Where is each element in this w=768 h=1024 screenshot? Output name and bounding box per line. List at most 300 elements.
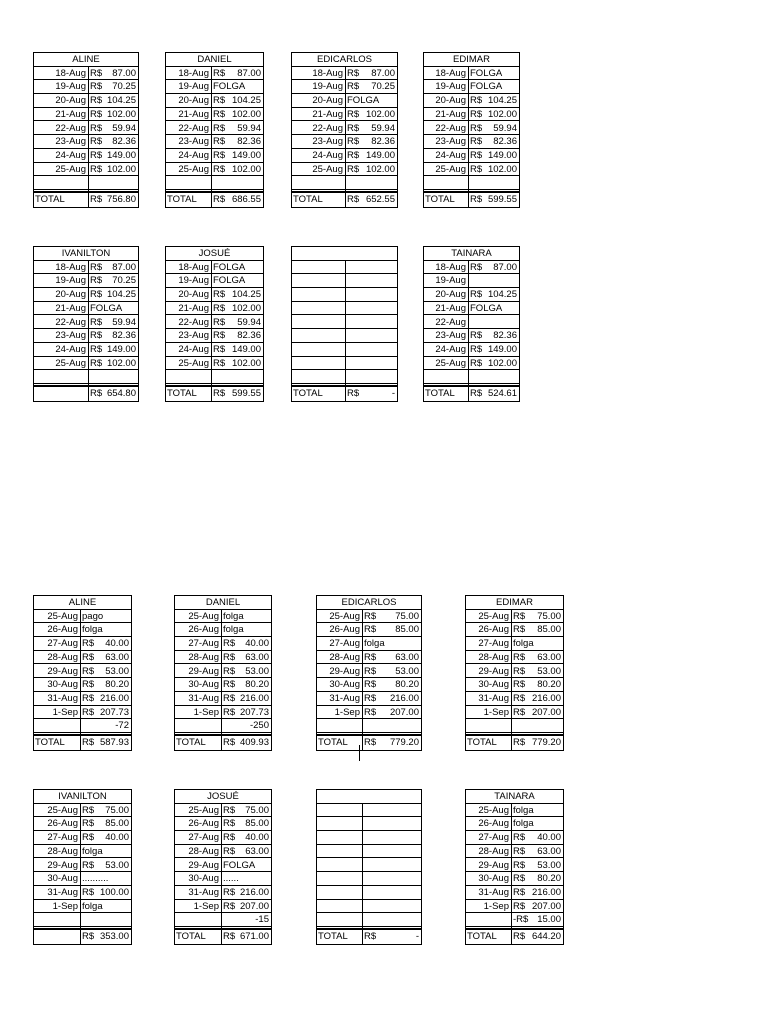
- table-row: [466, 817, 563, 831]
- table-row: [34, 288, 138, 302]
- amount: 100.00: [99, 886, 129, 898]
- date-cell: 21-Aug: [312, 108, 343, 120]
- currency-symbol: R$: [513, 679, 526, 691]
- table-row: [34, 719, 131, 733]
- value-cell: [212, 288, 263, 302]
- value-cell: [212, 357, 263, 371]
- table-row: [175, 665, 271, 679]
- amount: 82.36: [112, 136, 136, 148]
- date-cell: 30-Aug: [47, 679, 78, 691]
- value-cell: [346, 122, 397, 136]
- value-cell: [81, 678, 131, 692]
- date-cell: 23-Aug: [435, 136, 466, 148]
- currency-symbol: R$: [364, 679, 377, 691]
- currency-symbol: R$: [90, 357, 103, 369]
- value-cell: [346, 80, 397, 94]
- table-row: [34, 108, 138, 122]
- amount: 149.00: [487, 343, 517, 355]
- total-amount: 409.93: [239, 737, 269, 748]
- date-cell: 1-Sep: [193, 900, 219, 912]
- currency-symbol: R$: [347, 136, 360, 148]
- value-cell: [469, 80, 519, 94]
- total-amount: 599.55: [231, 388, 261, 399]
- amount: 40.00: [105, 638, 129, 650]
- value-cell: [469, 135, 519, 149]
- timesheet-block: [33, 595, 132, 751]
- table-row: [34, 67, 138, 81]
- table-row: [292, 122, 397, 136]
- amount: 102.00: [365, 163, 395, 175]
- timesheet-block: [291, 246, 398, 402]
- value-cell: [512, 859, 563, 873]
- timesheet-block: [165, 52, 264, 208]
- value-cell: [512, 817, 563, 831]
- currency-symbol: R$: [470, 122, 483, 134]
- table-row: [317, 804, 421, 818]
- table-row: [34, 316, 138, 330]
- value-cell: [512, 886, 563, 900]
- value-cell: [469, 302, 519, 316]
- table-row: [166, 302, 263, 316]
- table-row: [175, 623, 271, 637]
- date-cell: 20-Aug: [55, 289, 86, 301]
- table-row: [424, 329, 519, 343]
- table-row: [317, 678, 421, 692]
- currency-symbol: R$: [223, 679, 236, 691]
- amount: 216.00: [239, 886, 269, 898]
- total-label: TOTAL: [35, 194, 65, 205]
- table-row: [175, 706, 271, 720]
- table-row: [175, 817, 271, 831]
- block-title: ALINE: [34, 596, 131, 610]
- table-row: [166, 261, 263, 275]
- currency-symbol: R$: [223, 737, 236, 748]
- date-cell: 24-Aug: [435, 149, 466, 161]
- currency-symbol: R$: [470, 194, 483, 205]
- value-cell: [89, 316, 138, 330]
- table-row: [424, 176, 519, 190]
- value-cell: [512, 845, 563, 859]
- amount: 40.00: [537, 832, 561, 844]
- date-cell: 19-Aug: [178, 81, 209, 93]
- table-row: [175, 831, 271, 845]
- table-row: [317, 859, 421, 873]
- amount: 149.00: [365, 149, 395, 161]
- block-title: EDICARLOS: [317, 596, 421, 610]
- currency-symbol: R$: [364, 651, 377, 663]
- value-cell: [512, 872, 563, 886]
- amount: 80.20: [245, 679, 269, 691]
- date-cell: 30-Aug: [329, 679, 360, 691]
- currency-symbol: R$: [213, 163, 226, 175]
- table-row: [466, 900, 563, 914]
- amount: 102.00: [231, 357, 261, 369]
- date-cell: 25-Aug: [435, 357, 466, 369]
- table-row: [292, 176, 397, 190]
- total-amount: 779.20: [531, 737, 561, 748]
- table-row: [317, 845, 421, 859]
- table-row: [466, 831, 563, 845]
- value-cell: [81, 706, 131, 720]
- table-row: [292, 288, 397, 302]
- table-row: [166, 94, 263, 108]
- value-cell: [469, 329, 519, 343]
- table-row: [466, 913, 563, 927]
- value-cell: [81, 651, 131, 665]
- table-row: [424, 316, 519, 330]
- table-row: [292, 163, 397, 177]
- total-amount: 654.80: [106, 388, 136, 399]
- currency-symbol: R$: [82, 818, 95, 830]
- table-row: [466, 886, 563, 900]
- date-cell: 21-Aug: [55, 108, 86, 120]
- amount: 85.00: [537, 624, 561, 636]
- table-row: [466, 678, 563, 692]
- value-cell: [222, 913, 271, 927]
- currency-symbol: R$: [513, 692, 526, 704]
- value-cell: [212, 122, 263, 136]
- amount: 82.36: [237, 330, 261, 342]
- currency-symbol: R$: [470, 388, 483, 399]
- date-cell: 25-Aug: [178, 357, 209, 369]
- amount: 75.00: [245, 804, 269, 816]
- table-row: [317, 623, 421, 637]
- date-cell: 29-Aug: [47, 859, 78, 871]
- table-row: [34, 692, 131, 706]
- amount: 216.00: [239, 692, 269, 704]
- amount: 75.00: [105, 804, 129, 816]
- total-value: [89, 193, 138, 207]
- amount: 102.00: [106, 108, 136, 120]
- currency-symbol: R$: [223, 845, 236, 857]
- amount: 104.25: [106, 289, 136, 301]
- currency-symbol: R$: [347, 108, 360, 120]
- date-cell: 18-Aug: [55, 67, 86, 79]
- currency-symbol: R$: [82, 931, 95, 942]
- table-row: [166, 316, 263, 330]
- table-row: [34, 706, 131, 720]
- value-cell: [222, 637, 271, 651]
- table-row: [317, 706, 421, 720]
- table-row: [34, 329, 138, 343]
- currency-symbol: R$: [82, 706, 95, 718]
- table-row: [424, 67, 519, 81]
- currency-symbol: R$: [347, 163, 360, 175]
- value-cell: [81, 900, 131, 914]
- currency-symbol: R$: [90, 108, 103, 120]
- amount: 207.73: [239, 706, 269, 718]
- table-row: [466, 872, 563, 886]
- amount: 104.25: [231, 95, 261, 107]
- date-cell: 25-Aug: [478, 610, 509, 622]
- table-row: [34, 886, 131, 900]
- value-cell: [346, 163, 397, 177]
- date-cell: 31-Aug: [188, 886, 219, 898]
- total-value: [512, 736, 563, 750]
- value-cell: [469, 343, 519, 357]
- value-cell: [89, 122, 138, 136]
- currency-symbol: R$: [223, 638, 236, 650]
- amount: 102.00: [106, 357, 136, 369]
- table-row: [424, 80, 519, 94]
- date-cell: 24-Aug: [55, 343, 86, 355]
- date-cell: 24-Aug: [178, 149, 209, 161]
- date-cell: 29-Aug: [478, 665, 509, 677]
- total-label: TOTAL: [176, 931, 206, 942]
- amount: 207.00: [531, 900, 561, 912]
- date-cell: 23-Aug: [55, 136, 86, 148]
- total-value: [212, 387, 263, 401]
- table-row: [317, 831, 421, 845]
- value-cell: [222, 817, 271, 831]
- table-row: [166, 108, 263, 122]
- amount: 82.36: [371, 136, 395, 148]
- table-row: [175, 886, 271, 900]
- amount: 102.00: [487, 357, 517, 369]
- total-value: [81, 736, 131, 750]
- table-row: [34, 913, 131, 927]
- value-cell: [89, 302, 138, 316]
- amount: 82.36: [493, 330, 517, 342]
- date-cell: 26-Aug: [478, 818, 509, 830]
- value-cell: [222, 678, 271, 692]
- currency-symbol: R$: [364, 931, 377, 942]
- block-title: TAINARA: [466, 790, 563, 804]
- table-row: [292, 316, 397, 330]
- table-row: [317, 610, 421, 624]
- value-cell: [89, 163, 138, 177]
- value-cell: [212, 261, 263, 275]
- amount: 80.20: [537, 679, 561, 691]
- table-row: [34, 872, 131, 886]
- table-row: [175, 859, 271, 873]
- total-value: [469, 387, 519, 401]
- value-cell: [512, 678, 563, 692]
- table-row: [466, 651, 563, 665]
- value-cell: [212, 329, 263, 343]
- table-row: [175, 913, 271, 927]
- amount: 53.00: [245, 665, 269, 677]
- amount: 85.00: [105, 818, 129, 830]
- date-cell: 28-Aug: [188, 845, 219, 857]
- date-cell: 18-Aug: [178, 261, 209, 273]
- table-row: [34, 831, 131, 845]
- date-cell: 18-Aug: [55, 261, 86, 273]
- currency-symbol: R$: [223, 804, 236, 816]
- status-text: FOLGA: [90, 302, 123, 314]
- currency-symbol: R$: [213, 194, 226, 205]
- value-cell: [212, 149, 263, 163]
- value-cell: [222, 859, 271, 873]
- currency-symbol: R$: [82, 651, 95, 663]
- table-row: [166, 135, 263, 149]
- amount: 80.20: [395, 679, 419, 691]
- currency-symbol: R$: [470, 136, 483, 148]
- value-cell: [469, 67, 519, 81]
- status-text: FOLGA: [470, 81, 503, 93]
- table-row: [34, 623, 131, 637]
- date-cell: 18-Aug: [178, 67, 209, 79]
- date-cell: 29-Aug: [478, 859, 509, 871]
- value-cell: [512, 900, 563, 914]
- amount: 216.00: [389, 692, 419, 704]
- total-value: [222, 736, 271, 750]
- timesheet-block: [316, 789, 422, 945]
- total-amount: 652.55: [365, 194, 395, 205]
- table-row: [34, 804, 131, 818]
- currency-symbol: R$: [90, 343, 103, 355]
- amount: 102.00: [106, 163, 136, 175]
- table-row: [166, 357, 263, 371]
- table-row: [175, 637, 271, 651]
- table-row: [317, 913, 421, 927]
- date-cell: 19-Aug: [55, 275, 86, 287]
- currency-symbol: R$: [513, 832, 526, 844]
- amount: 102.00: [231, 302, 261, 314]
- status-text: FOLGA: [213, 81, 246, 93]
- status-text: folga: [223, 610, 244, 622]
- table-row: [166, 288, 263, 302]
- table-row: [466, 845, 563, 859]
- status-text: pago: [82, 610, 104, 622]
- value-cell: [222, 692, 271, 706]
- table-row: [166, 176, 263, 190]
- status-text: folga: [513, 804, 534, 816]
- value-cell: [512, 692, 563, 706]
- date-cell: 25-Aug: [178, 163, 209, 175]
- value-cell: [81, 692, 131, 706]
- currency-symbol: R$: [90, 163, 103, 175]
- currency-symbol: R$: [470, 95, 483, 107]
- currency-symbol: R$: [513, 665, 526, 677]
- date-cell: 23-Aug: [55, 330, 86, 342]
- total-value: [212, 193, 263, 207]
- table-row: [424, 274, 519, 288]
- block-title: EDICARLOS: [292, 53, 397, 67]
- date-cell: 24-Aug: [435, 343, 466, 355]
- amount: 70.25: [112, 81, 136, 93]
- currency-symbol: R$: [470, 343, 483, 355]
- table-row: [34, 665, 131, 679]
- date-cell: 30-Aug: [188, 873, 219, 885]
- table-row: [34, 343, 138, 357]
- status-text: folga: [223, 624, 244, 636]
- currency-symbol: R$: [213, 388, 226, 399]
- table-row: [34, 900, 131, 914]
- timesheet-block: [316, 595, 422, 751]
- currency-symbol: R$: [90, 275, 103, 287]
- table-row: [466, 610, 563, 624]
- date-cell: 20-Aug: [312, 95, 343, 107]
- total-label: TOTAL: [467, 737, 497, 748]
- date-cell: 23-Aug: [178, 136, 209, 148]
- date-cell: 26-Aug: [188, 818, 219, 830]
- date-cell: 25-Aug: [329, 610, 360, 622]
- block-title: DANIEL: [166, 53, 263, 67]
- date-cell: 28-Aug: [47, 651, 78, 663]
- date-cell: 25-Aug: [55, 357, 86, 369]
- date-cell: 31-Aug: [329, 692, 360, 704]
- value-cell: [212, 67, 263, 81]
- currency-symbol: R$: [513, 706, 526, 718]
- block-title: IVANILTON: [34, 790, 131, 804]
- date-cell: 22-Aug: [312, 122, 343, 134]
- currency-symbol: R$: [364, 737, 377, 748]
- date-cell: 27-Aug: [188, 638, 219, 650]
- currency-symbol: R$: [364, 624, 377, 636]
- value-cell: [363, 678, 421, 692]
- total-label: TOTAL: [293, 194, 323, 205]
- currency-symbol: R$: [90, 136, 103, 148]
- value-cell: [81, 623, 131, 637]
- currency-symbol: R$: [213, 95, 226, 107]
- table-row: [317, 817, 421, 831]
- table-row: [292, 80, 397, 94]
- value-cell: [222, 623, 271, 637]
- table-row: [34, 357, 138, 371]
- currency-symbol: R$: [513, 886, 526, 898]
- status-text: FOLGA: [470, 67, 503, 79]
- value-cell: [222, 886, 271, 900]
- table-row: [424, 302, 519, 316]
- total-value: [512, 930, 563, 944]
- total-label: TOTAL: [293, 388, 323, 399]
- currency-symbol: R$: [213, 108, 226, 120]
- table-row: [166, 163, 263, 177]
- block-title: [292, 247, 397, 261]
- table-row: [424, 343, 519, 357]
- value-cell: [363, 651, 421, 665]
- table-row: [292, 261, 397, 275]
- currency-symbol: R$: [223, 692, 236, 704]
- date-cell: 22-Aug: [178, 122, 209, 134]
- date-cell: 29-Aug: [329, 665, 360, 677]
- date-cell: 1-Sep: [193, 706, 219, 718]
- amount: 87.00: [112, 261, 136, 273]
- value-cell: [346, 108, 397, 122]
- table-row: [292, 370, 397, 384]
- table-row: [166, 274, 263, 288]
- date-cell: 22-Aug: [55, 122, 86, 134]
- value-cell: [89, 135, 138, 149]
- date-cell: 25-Aug: [47, 804, 78, 816]
- table-row: [466, 637, 563, 651]
- total-value: [469, 193, 519, 207]
- currency-symbol: R$: [82, 886, 95, 898]
- block-title: ALINE: [34, 53, 138, 67]
- currency-symbol: R$: [470, 149, 483, 161]
- currency-symbol: R$: [90, 81, 103, 93]
- timesheet-block: [465, 789, 564, 945]
- currency-symbol: R$: [513, 931, 526, 942]
- value-cell: [81, 886, 131, 900]
- status-text: folga: [513, 638, 534, 650]
- currency-symbol: R$: [82, 832, 95, 844]
- timesheet-block: [174, 789, 272, 945]
- currency-symbol: R$: [213, 149, 226, 161]
- date-cell: 25-Aug: [435, 163, 466, 175]
- total-value: [346, 387, 397, 401]
- date-cell: 19-Aug: [178, 275, 209, 287]
- table-row: [175, 804, 271, 818]
- amount: 59.94: [237, 122, 261, 134]
- value-cell: [81, 804, 131, 818]
- currency-symbol: R$: [470, 108, 483, 120]
- currency-symbol: R$: [82, 737, 95, 748]
- status-text: FOLGA: [223, 859, 256, 871]
- block-title: IVANILTON: [34, 247, 138, 261]
- currency-symbol: R$: [470, 289, 483, 301]
